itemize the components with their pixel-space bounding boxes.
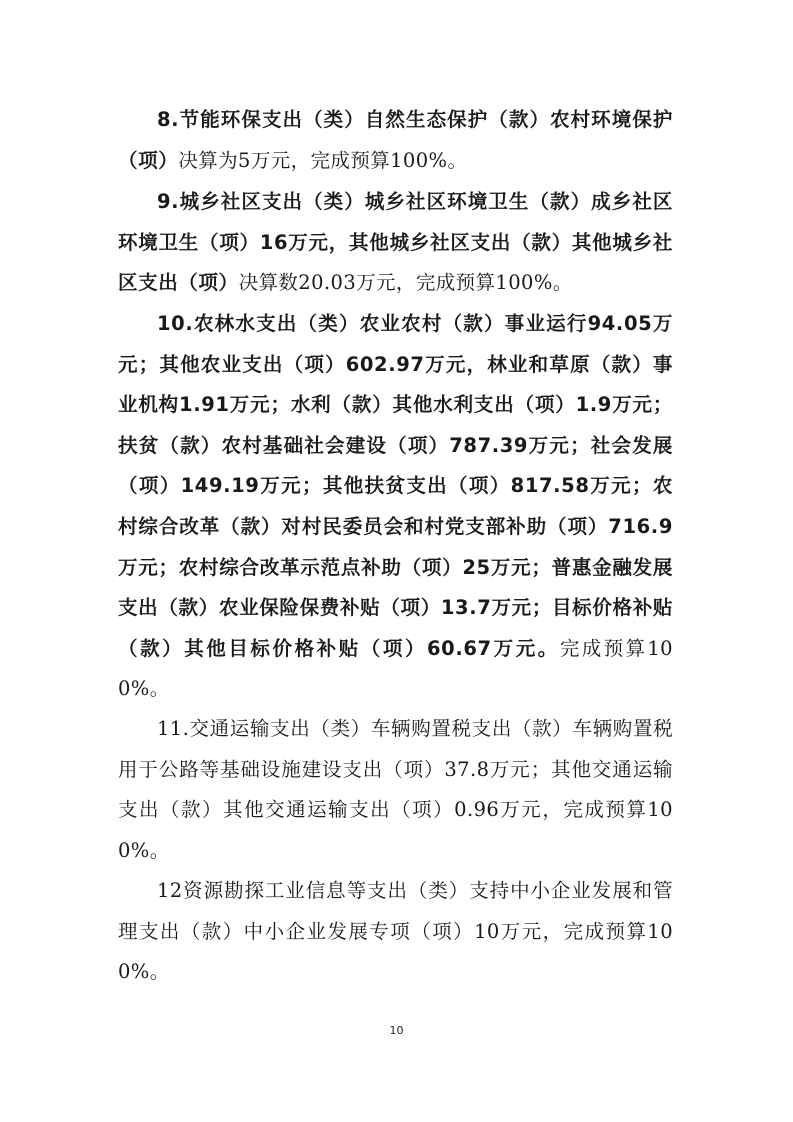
paragraph-item-9 — [118, 182, 673, 304]
paragraph-heading: 9.城乡社区支出（类）城乡社区环境卫生（款）成乡社区环境卫生（项）16万元，其他城乡社区支出（款）其他城乡社区支出（项） — [118, 190, 673, 295]
paragraph-text: 决算数20.03万元，完成预算100%。 — [238, 271, 573, 295]
paragraph-text: 完成预算100%。 — [118, 636, 673, 701]
page-number: 10 — [389, 1024, 404, 1037]
paragraph-heading: 8.节能环保支出（类）自然生态保护（款）农村环境保护（项） — [118, 108, 673, 172]
paragraph-item-8 — [118, 100, 673, 181]
paragraph-item-11 — [118, 709, 673, 871]
paragraph-text: 12资源勘探工业信息等支出（类）支持中小企业发展和管理支出（款）中小企业发展专项（项）10万元，完成预算100%。 — [118, 879, 673, 984]
paragraph-heading: 10.农林水支出（类）农业农村（款）事业运行94.05万元；其他农业支出（项）602.97万元，林业和草原（款）事业机构1.91万元；水利（款）其他水利支出（项）1.9万元；扶贫（款）农村基础社会建设（项）787.39万元；社会发展（项）149.19万元；其他扶贫支出（项）817.58万元；农村综合改革（款）对村民委员会和村党支部补助（项）716.9万元；农村综合改革示范点补助（项）25万元；普惠金融发展支出（款）农业保险保费补贴（项）13.7万元；目标价格补贴（款）其他目标价格补贴（项）60.67万元。 — [118, 312, 673, 660]
paragraph-text: 11.交通运输支出（类）车辆购置税支出（款）车辆购置税用于公路等基础设施建设支出（项）37.8万元；其他交通运输支出（款）其他交通运输支出（项）0.96万元，完成预算100%。 — [118, 717, 673, 862]
paragraph-text: 决算为5万元，完成预算100%。 — [178, 148, 468, 172]
paragraph-item-12 — [118, 871, 673, 993]
paragraph-item-10 — [118, 304, 673, 710]
